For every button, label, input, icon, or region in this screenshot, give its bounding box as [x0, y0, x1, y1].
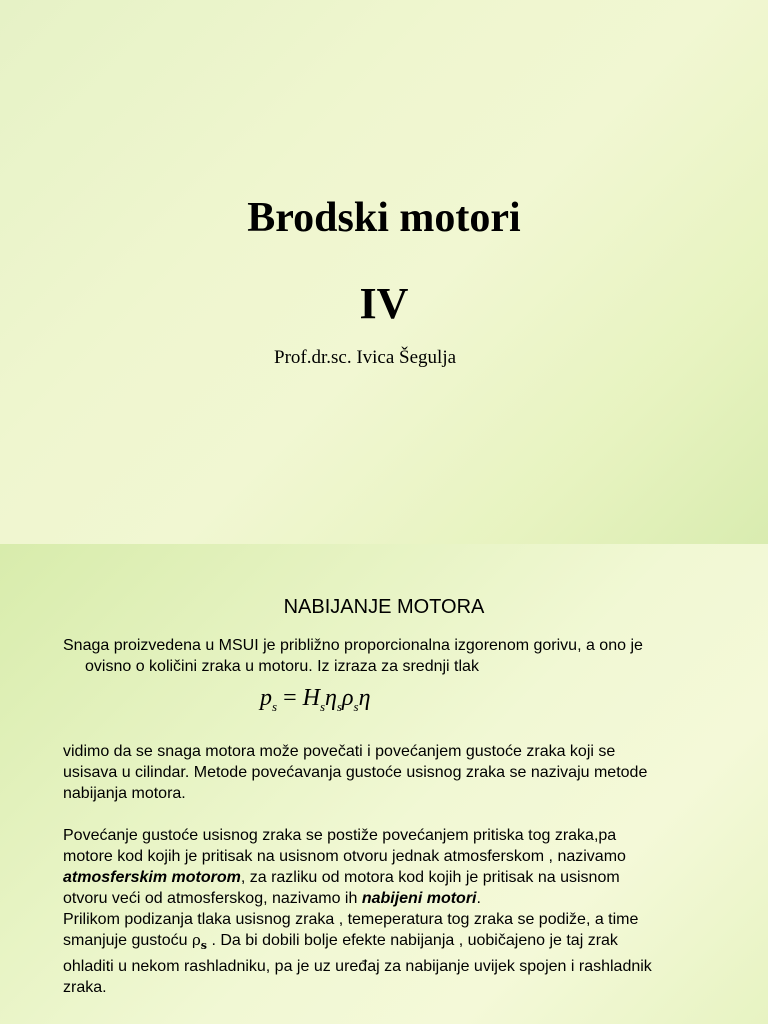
text-fragment: . [476, 890, 481, 907]
text-line [63, 867, 743, 888]
text-line: usisava u cilindar. Metode povećavanja gustoće usisnog zraka se nazivaju metode [63, 764, 648, 781]
paragraph-density [63, 741, 743, 804]
section-heading: NABIJANJE MOTORA [283, 596, 485, 618]
emphasis-term: nabijeni motori [361, 890, 477, 907]
author-name: Prof.dr.sc. Ivica Šegulja [274, 347, 457, 368]
formula-symbol: η [358, 685, 371, 711]
formula-equals: = [277, 685, 303, 711]
text-fragment: , za razliku od motora kod kojih je pritisak na usisnom [240, 869, 620, 886]
formula-subscript: s [336, 698, 342, 714]
emphasis-term: atmosferskim motorom [63, 869, 241, 886]
text-line [63, 930, 743, 956]
paragraph-charging [63, 825, 743, 998]
formula-symbol: η [325, 685, 337, 711]
text-line: nabijanja motora. [63, 785, 186, 802]
lecture-number: IV [359, 279, 409, 328]
text-line: zraka. [63, 979, 107, 996]
rho-subscript: s [200, 939, 207, 952]
mean-pressure-formula [260, 685, 370, 715]
formula-subscript: s [319, 698, 326, 714]
text-line: Povećanje gustoće usisnog zraka se postiže povećanjem pritiska tog zraka,pa [63, 827, 617, 844]
slide-title: Brodski motori [247, 195, 521, 241]
text-fragment: smanjuje gustoću [63, 932, 192, 949]
text-fragment: otvoru veći od atmosferskog, nazivamo ih [63, 890, 362, 907]
rho-symbol [191, 931, 207, 952]
rho-letter: ρ [191, 931, 201, 949]
paragraph-intro [63, 635, 743, 677]
text-line: Prilikom podizanja tlaka usisnog zraka , temeperatura tog zraka se podiže, a time [63, 911, 639, 928]
formula-symbol: H [302, 685, 320, 711]
formula-subscript: s [272, 698, 278, 714]
text-line: Snaga proizvedena u MSUI je približno proporcionalna izgorenom gorivu, a ono je [63, 637, 643, 654]
content-slide [0, 544, 768, 1024]
formula-symbol: p [260, 685, 272, 711]
text-line: ovisno o količini zraka u motoru. Iz izraza za srednji tlak [85, 658, 479, 675]
text-line [63, 888, 743, 909]
text-line: ohladiti u nekom rashladniku, pa je uz uređaj za nabijanje uvijek spojen i rashladnik [63, 958, 652, 975]
formula-subscript: s [353, 698, 359, 714]
text-line: vidimo da se snaga motora može povečati i povećanjem gustoće zraka koji se [63, 743, 616, 760]
text-line: motore kod kojih je pritisak na usisnom otvoru jednak atmosferskom , nazivamo [63, 848, 626, 865]
formula-symbol: ρ [341, 685, 354, 711]
text-fragment: . Da bi dobili bolje efekte nabijanja , uobičajeno je taj zrak [207, 932, 618, 949]
